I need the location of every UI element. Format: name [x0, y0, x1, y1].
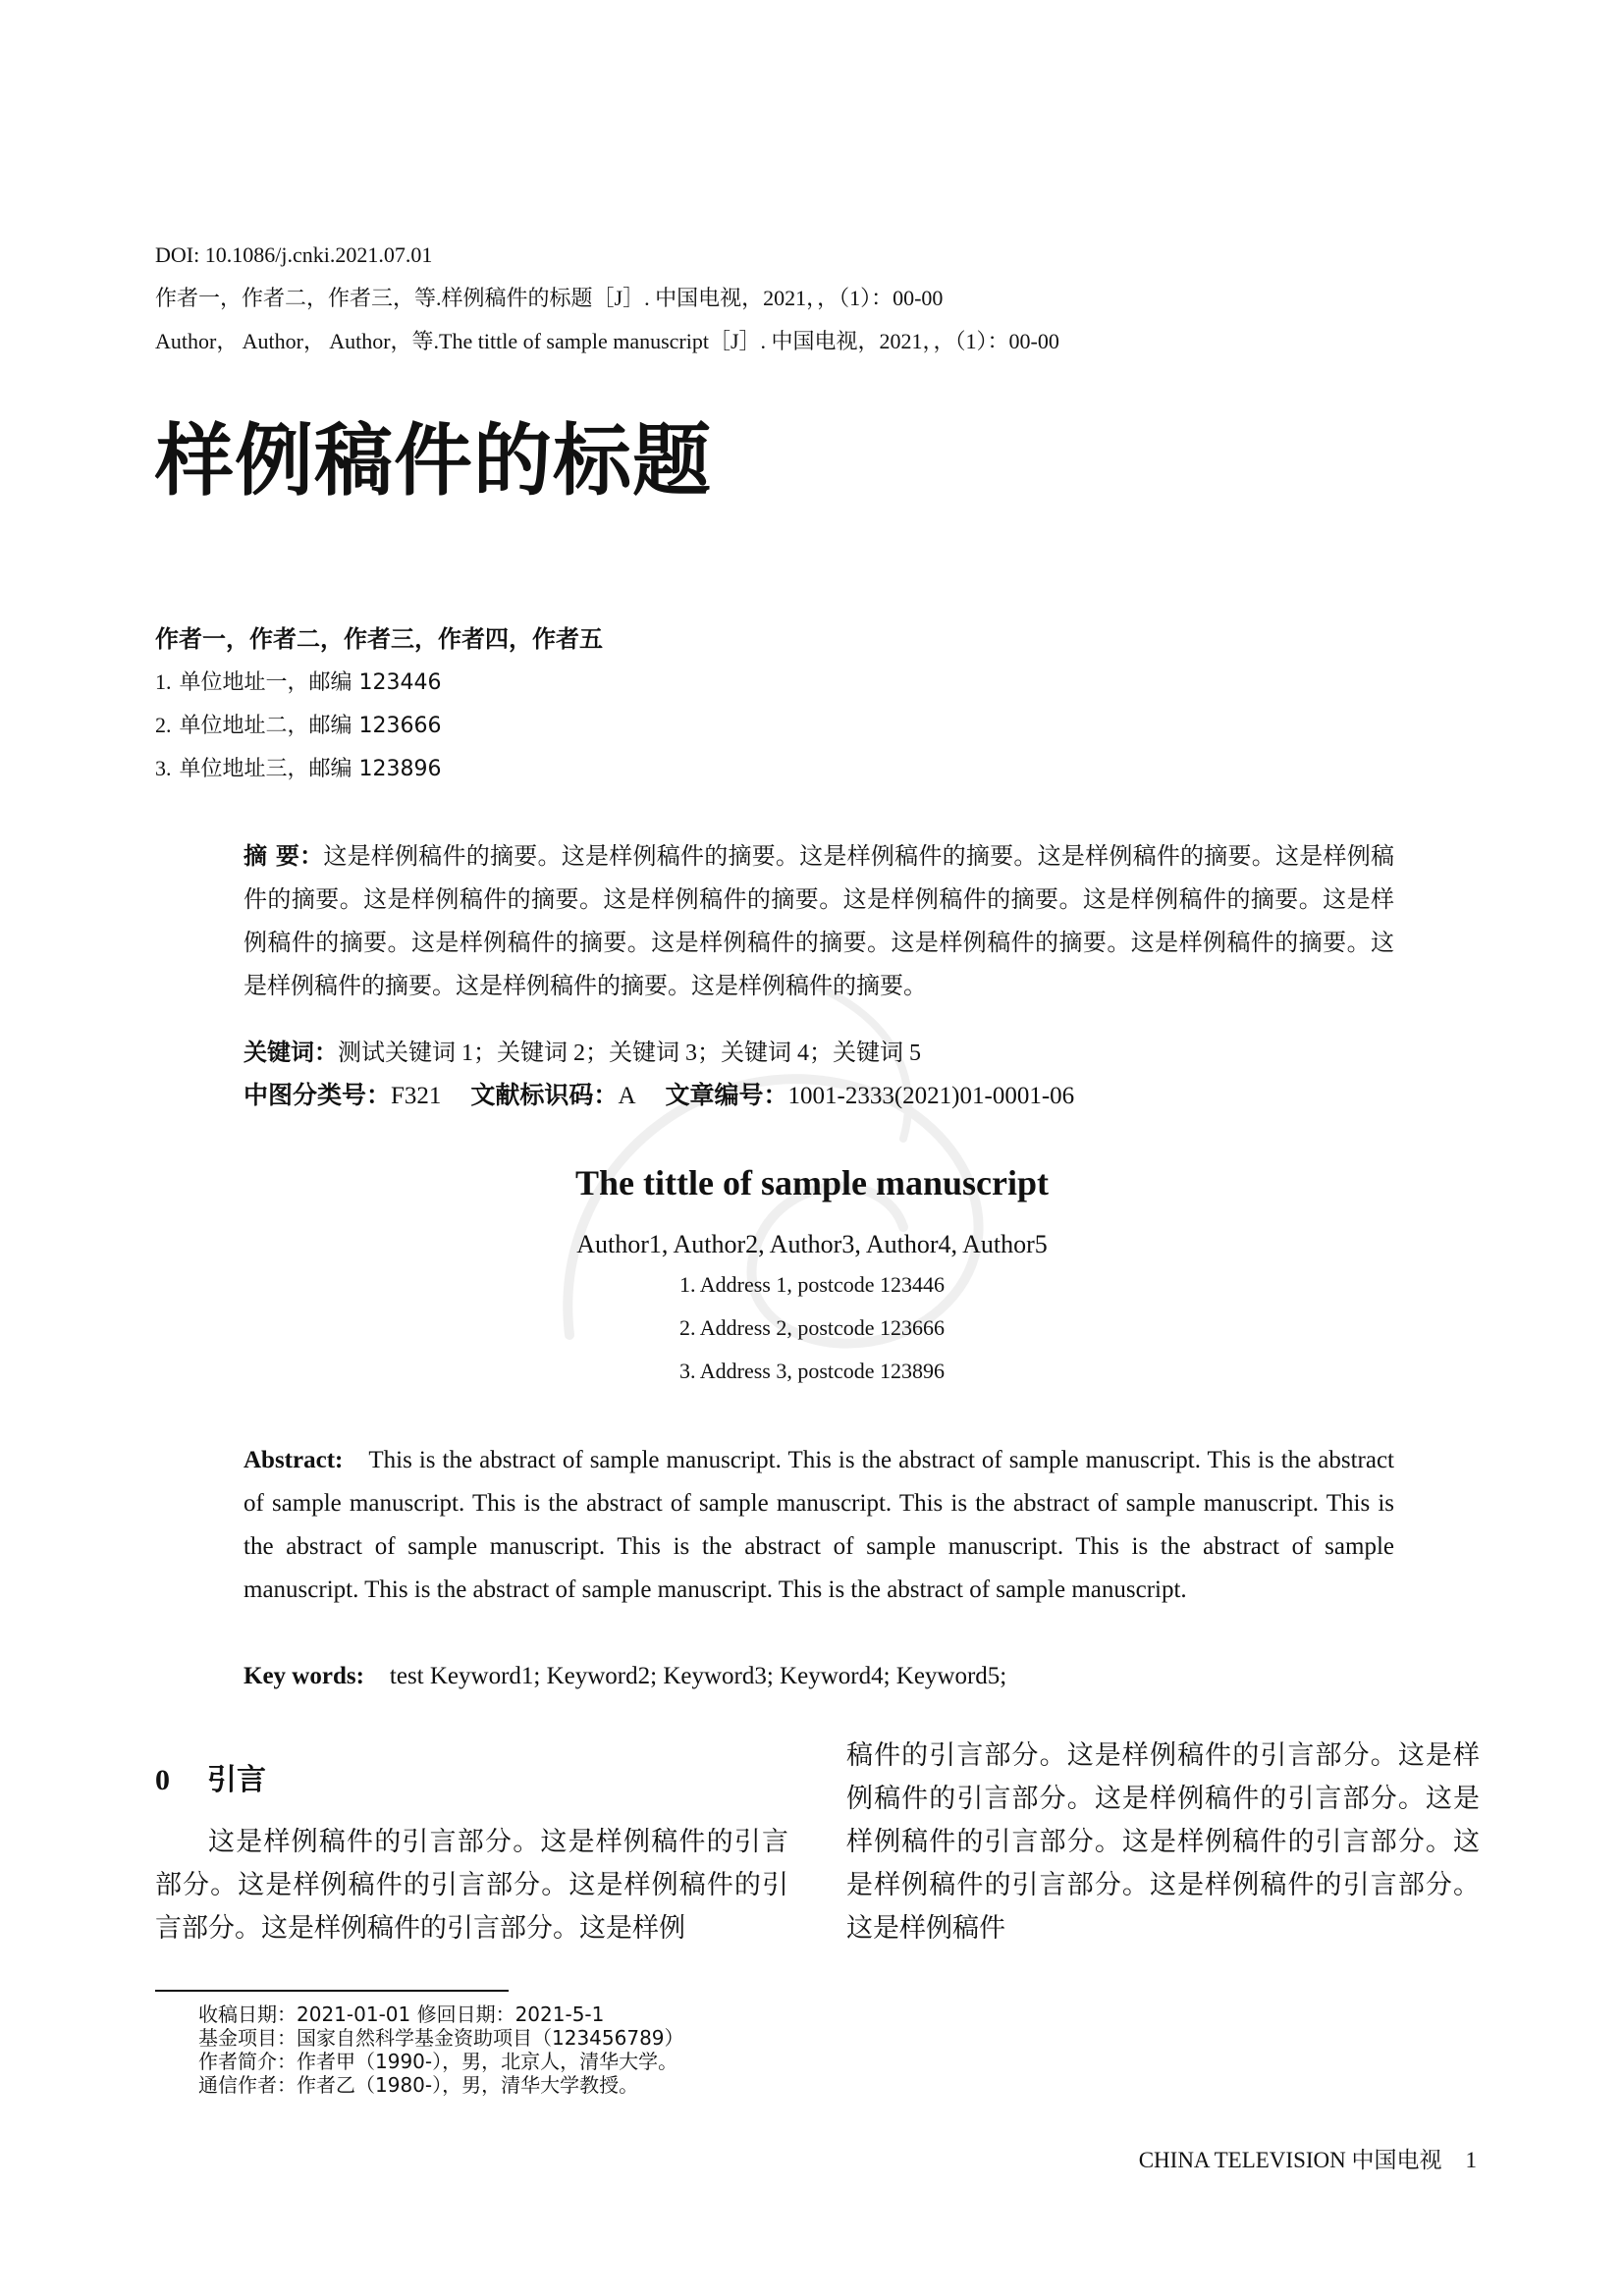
body-text-right-column: 稿件的引言部分。这是样例稿件的引言部分。这是样例稿件的引言部分。这是样例稿件的引言部分。这是样例稿件的引言部分。这是样例稿件的引言部分。这是样例稿件的引言部分。这是样例稿件的引言部分。这是样例稿件: [846, 1740, 1480, 1944]
page-number: 1: [1465, 2148, 1477, 2172]
abstract-en-label: Abstract:: [244, 1447, 344, 1473]
affiliation-cn-2: [155, 711, 441, 741]
affiliation-en-2: 2. Address 2, postcode 123666: [678, 1315, 946, 1340]
classification-line: [244, 1074, 1074, 1118]
keywords-cn-text: 测试关键词 1；关键词 2；关键词 3；关键词 4；关键词 5: [338, 1041, 921, 1066]
page-title-cn: 样例稿件的标题: [155, 415, 712, 507]
footnote-divider: [155, 1990, 509, 1992]
clc-label: 中图分类号：: [244, 1081, 392, 1109]
doc-code-label: 文献标识码：: [470, 1081, 619, 1109]
abstract-en-text: This is the abstract of sample manuscript. This is the abstract of sample manuscript. This is the abstract of sample manuscript. This is the abstract of sample manuscript. This is the abstract of sample manuscript. This is the abstract of sample manuscript. This is the abstract of sample manuscript. This is the abstract of sample manuscript. This is the abstract of sample manuscript. This is the abstract of sample manuscript.: [244, 1447, 1394, 1603]
affiliation-en-3: 3. Address 3, postcode 123896: [678, 1359, 946, 1383]
article-id-label: 文章编号：: [665, 1081, 788, 1109]
abstract-cn-text: 这是样例稿件的摘要。这是样例稿件的摘要。这是样例稿件的摘要。这是样例稿件的摘要。这是样例稿件的摘要。这是样例稿件的摘要。这是样例稿件的摘要。这是样例稿件的摘要。这是样例稿件的摘要。这是样例稿件的摘要。这是样例稿件的摘要。这是样例稿件的摘要。这是样例稿件的摘要。这是样例稿件的摘要。这是样例稿件的摘要。这是样例稿件的摘要。这是样例稿件的摘要。: [244, 842, 1394, 999]
keywords-en: [244, 1655, 1006, 1698]
affiliation-cn-3: [155, 754, 441, 784]
footnote-corresponding: 通信作者：作者乙（1980-），男，清华大学教授。: [198, 2073, 639, 2097]
affiliation-en-1: 1. Address 1, postcode 123446: [678, 1272, 946, 1297]
section-number: 0: [155, 1764, 170, 1796]
authors-cn: 作者一，作者二，作者三，作者四，作者五: [155, 625, 603, 653]
affiliation-text: 单位地址一，邮编 123446: [179, 670, 442, 695]
keywords-en-label: Key words:: [244, 1663, 364, 1689]
keywords-cn: [244, 1031, 921, 1075]
section-heading: [155, 1759, 266, 1802]
abstract-cn: [244, 834, 1394, 1007]
affiliation-cn-1: [155, 667, 441, 698]
running-footer: [1139, 2146, 1477, 2175]
journal-name: CHINA TELEVISION 中国电视: [1138, 2148, 1442, 2172]
citation-cn: 作者一，作者二，作者三，等.样例稿件的标题［J］. 中国电视，2021，，（1）：00-00: [155, 286, 944, 310]
footnotes: [198, 2002, 684, 2097]
clc-value: F321: [391, 1083, 442, 1109]
article-id-value: 1001-2333(2021)01-0001-06: [787, 1083, 1075, 1109]
abstract-cn-label: 摘 要：: [244, 842, 324, 870]
authors-en: Author1, Author2, Author3, Author4, Author5: [576, 1230, 1048, 1258]
abstract-en: [244, 1439, 1394, 1612]
section-title: 引言: [207, 1763, 266, 1797]
affiliation-text: 单位地址三，邮编 123896: [179, 757, 442, 781]
keywords-cn-label: 关键词：: [244, 1039, 338, 1066]
footnote-author-bio: 作者简介：作者甲（1990-），男，北京人，清华大学。: [198, 2050, 678, 2073]
affiliation-text: 单位地址二，邮编 123666: [179, 714, 442, 738]
footnote-funding: 基金项目：国家自然科学基金资助项目（123456789）: [198, 2026, 684, 2050]
keywords-en-text: test Keyword1; Keyword2; Keyword3; Keyword4; Keyword5;: [389, 1663, 1007, 1689]
affiliation-number: 2.: [155, 713, 172, 737]
doi-line: DOI: 10.1086/j.cnki.2021.07.01: [155, 242, 433, 267]
citation-en: Author， Author， Author，等.The tittle of sample manuscript［J］. 中国电视，2021，，（1）：00-00: [155, 329, 1059, 353]
title-en: The tittle of sample manuscript: [575, 1163, 1049, 1202]
footnote-received: 收稿日期：2021-01-01 修回日期：2021-5-1: [198, 2002, 605, 2026]
doc-code-value: A: [618, 1083, 636, 1109]
affiliation-number: 1.: [155, 669, 172, 694]
body-text-left-column: 这是样例稿件的引言部分。这是样例稿件的引言部分。这是样例稿件的引言部分。这是样例稿件的引言部分。这是样例稿件的引言部分。这是样例: [155, 1827, 788, 1944]
affiliation-number: 3.: [155, 756, 172, 780]
